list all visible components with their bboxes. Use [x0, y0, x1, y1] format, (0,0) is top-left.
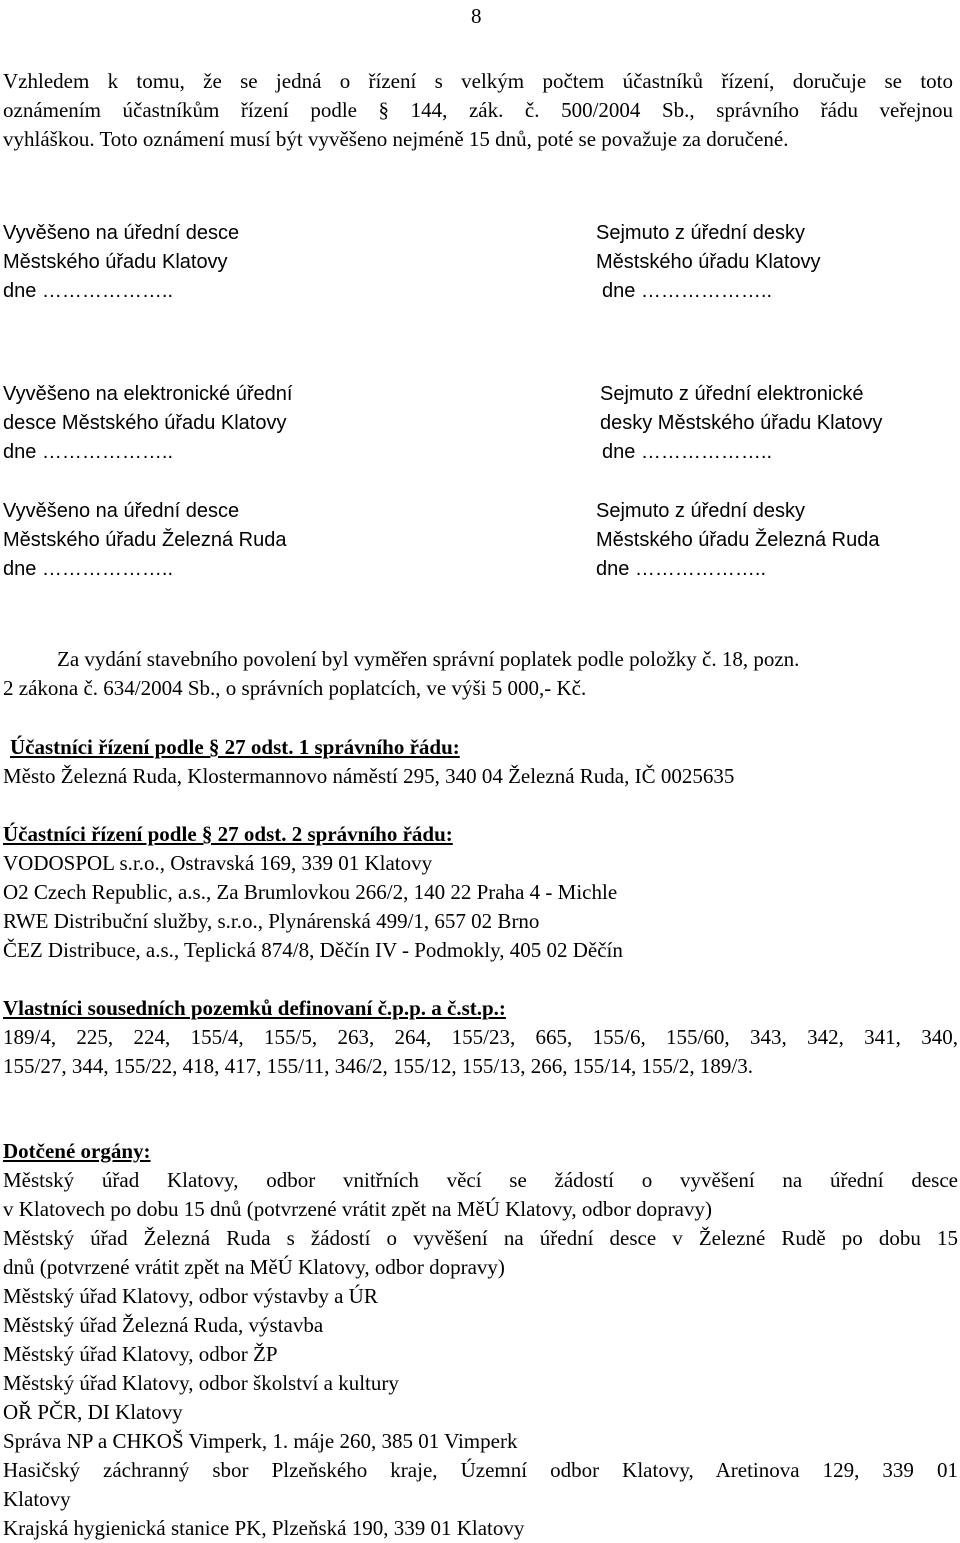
authority-line: Klatovy: [3, 1487, 71, 1511]
authority-line: Krajská hygienická stanice PK, Plzeňská 190, 339 01 Klatovy: [3, 1516, 525, 1540]
authority-line: Městský úřad Železná Ruda s žádostí o vyvěšení na úřední desce v Železné Rudě po dobu 15: [3, 1226, 958, 1250]
authority-line: Městský úřad Klatovy, odbor vnitřních věcí se žádostí o vyvěšení na úřední desce: [3, 1168, 958, 1192]
participant-line: RWE Distribuční služby, s.r.o., Plynárenská 499/1, 657 02 Brno: [3, 909, 540, 933]
section-heading: Dotčené orgány:: [3, 1139, 151, 1163]
participants-section-2: [3, 820, 958, 965]
page-number: 8: [471, 4, 482, 28]
authority-line: Městský úřad Klatovy, odbor výstavby a ÚR: [3, 1284, 378, 1308]
section-heading: Účastníci řízení podle § 27 odst. 1 správního řádu:: [10, 735, 460, 759]
neighbours-section: [3, 994, 958, 1081]
intro-line: vyhláškou. Toto oznámení musí být vyvěšeno nejméně 15 dnů, poté se považuje za doručené.: [3, 127, 789, 151]
posting-date-blank: dne ………………..: [596, 558, 767, 580]
authority-line: OŘ PČR, DI Klatovy: [3, 1400, 183, 1424]
authorities-section: [3, 1137, 958, 1543]
posting-text: Vyvěšeno na úřední desce: [3, 500, 240, 522]
posting-text: Městského úřadu Klatovy: [596, 251, 821, 273]
authority-line: Hasičský záchranný sbor Plzeňského kraje, Územní odbor Klatovy, Aretinova 129, 339 01: [3, 1458, 958, 1482]
posting-date-blank: dne ………………..: [602, 280, 773, 302]
parcel-list-line: 155/27, 344, 155/22, 418, 417, 155/11, 346/2, 155/12, 155/13, 266, 155/14, 155/2, 189/3.: [3, 1054, 753, 1078]
posting-date-blank: dne ………………..: [3, 558, 174, 580]
fee-line: Za vydání stavebního povolení byl vyměřen správní poplatek podle položky č. 18, pozn.: [57, 647, 800, 671]
intro-line: Vzhledem k tomu, že se jedná o řízení s velkým počtem účastníků řízení, doručuje se toto: [3, 69, 953, 93]
participant-line: Město Železná Ruda, Klostermannovo náměstí 295, 340 04 Železná Ruda, IČ 0025635: [3, 764, 735, 788]
posting-text: desce Městského úřadu Klatovy: [3, 412, 287, 434]
parcel-list-line: 189/4, 225, 224, 155/4, 155/5, 263, 264, 155/23, 665, 155/6, 155/60, 343, 342, 341, 340,: [3, 1025, 958, 1049]
authority-line: Správa NP a CHKOŠ Vimperk, 1. máje 260, 385 01 Vimperk: [3, 1429, 518, 1453]
posting-date-blank: dne ………………..: [3, 280, 174, 302]
intro-paragraph: [3, 67, 953, 154]
posting-text: Městského úřadu Železná Ruda: [596, 529, 880, 551]
participant-line: O2 Czech Republic, a.s., Za Brumlovkou 266/2, 140 22 Praha 4 - Michle: [3, 880, 618, 904]
posting-text: desky Městského úřadu Klatovy: [600, 412, 883, 434]
posted-klatovy: [3, 219, 239, 306]
posting-text: Sejmuto z úřední desky: [596, 500, 805, 522]
posting-text: Vyvěšeno na úřední desce: [3, 222, 240, 244]
authority-line: Městský úřad Železná Ruda, výstavba: [3, 1313, 324, 1337]
posted-electronic-klatovy: [3, 380, 292, 467]
posting-date-blank: dne ………………..: [3, 441, 174, 463]
posting-date-blank: dne ………………..: [602, 441, 773, 463]
participant-line: VODOSPOL s.r.o., Ostravská 169, 339 01 Klatovy: [3, 851, 433, 875]
authority-line: v Klatovech po dobu 15 dnů (potvrzené vrátit zpět na MěÚ Klatovy, odbor dopravy): [3, 1197, 712, 1221]
fee-line: 2 zákona č. 634/2004 Sb., o správních poplatcích, ve výši 5 000,- Kč.: [3, 676, 587, 700]
authority-line: Městský úřad Klatovy, odbor ŽP: [3, 1342, 278, 1366]
posting-text: Vyvěšeno na elektronické úřední: [3, 383, 293, 405]
removed-klatovy: [596, 219, 821, 306]
participant-line: ČEZ Distribuce, a.s., Teplická 874/8, Děčín IV - Podmokly, 405 02 Děčín: [3, 938, 623, 962]
authority-line: dnů (potvrzené vrátit zpět na MěÚ Klatovy, odbor dopravy): [3, 1255, 505, 1279]
section-heading: Účastníci řízení podle § 27 odst. 2 správního řádu:: [3, 822, 453, 846]
posted-zelezna-ruda: [3, 497, 287, 584]
removed-electronic-klatovy: [596, 380, 882, 467]
intro-line: oznámením účastníkům řízení podle § 144, zák. č. 500/2004 Sb., správního řádu veřejnou: [3, 98, 953, 122]
posting-text: Městského úřadu Klatovy: [3, 251, 228, 273]
posting-text: Sejmuto z úřední desky: [596, 222, 805, 244]
fee-paragraph: [3, 645, 953, 703]
section-heading: Vlastníci sousedních pozemků definovaní č.p.p. a č.st.p.:: [3, 996, 506, 1020]
participants-section-1: [3, 733, 958, 791]
posting-text: Sejmuto z úřední elektronické: [600, 383, 864, 405]
authority-line: Městský úřad Klatovy, odbor školství a kultury: [3, 1371, 399, 1395]
posting-text: Městského úřadu Železná Ruda: [3, 529, 287, 551]
removed-zelezna-ruda: [596, 497, 880, 584]
